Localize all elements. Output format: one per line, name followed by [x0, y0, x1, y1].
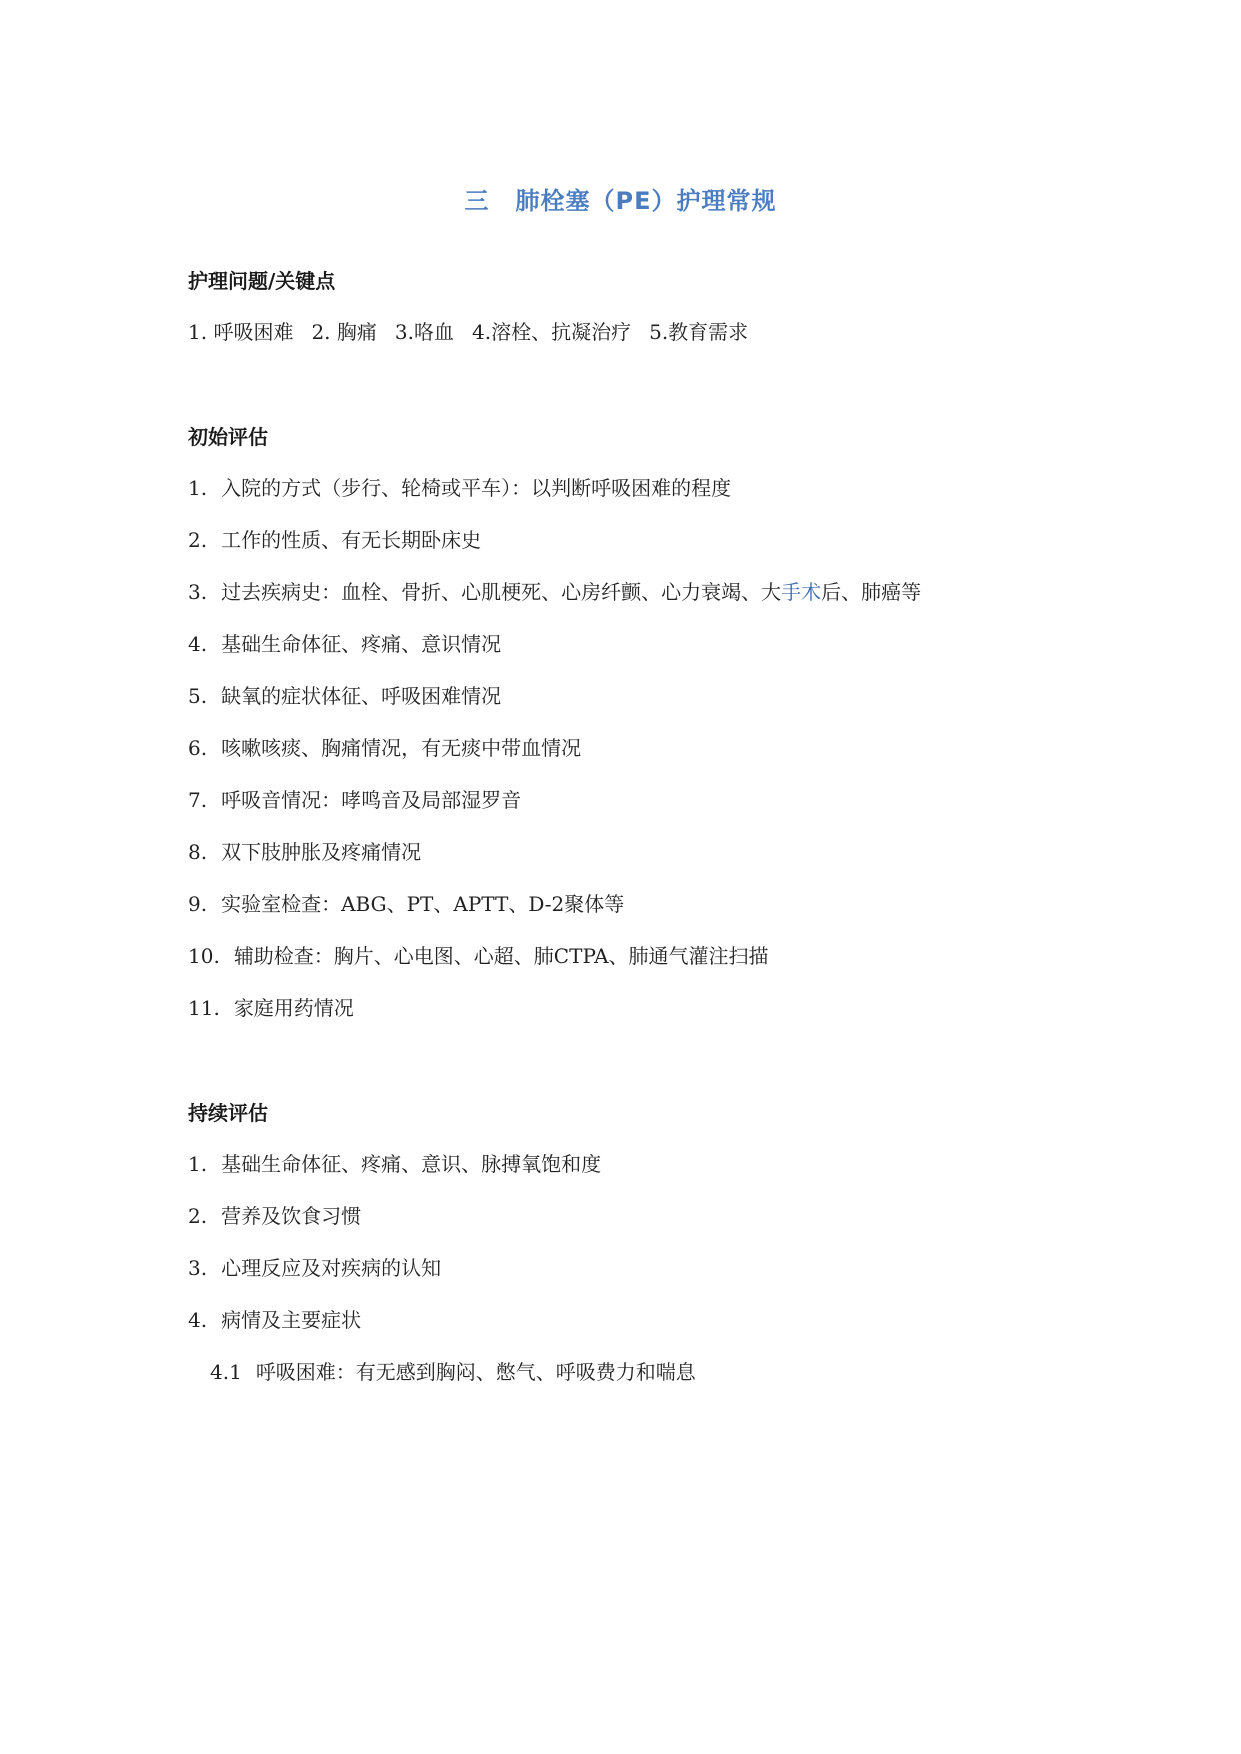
item-text: 呼吸音情况：哮鸣音及局部湿罗音: [221, 788, 522, 812]
key-point-item: 5.教育需求: [649, 320, 749, 344]
item-text: 入院的方式（步行、轮椅或平车）：以判断呼吸困难的程度: [221, 476, 732, 500]
item-number: 10.: [188, 944, 220, 968]
highlighted-text: 手术: [781, 580, 822, 604]
list-item: [188, 1149, 601, 1179]
item-text: 呼吸困难：有无感到胸闷、憋气、呼吸费力和喘息: [255, 1360, 696, 1384]
item-text: 实验室检查：ABG、PT、APTT、D-2聚体等: [221, 892, 625, 916]
item-text: 基础生命体征、疼痛、意识、脉搏氧饱和度: [221, 1152, 602, 1176]
list-item: [188, 1253, 441, 1283]
key-point-item: 1. 呼吸困难: [188, 320, 294, 344]
list-item: [188, 577, 921, 607]
page-title: [0, 183, 1241, 219]
item-number: 6.: [188, 736, 208, 760]
key-points-list: [188, 317, 748, 347]
item-number: 4.1: [210, 1360, 242, 1384]
list-item: [188, 889, 624, 919]
item-number: 1.: [188, 1152, 208, 1176]
item-number: 3.: [188, 1256, 208, 1280]
section-heading-key-points: 护理问题/关键点: [188, 269, 336, 293]
item-number: 2.: [188, 528, 208, 552]
title-text: 肺栓塞（PE）护理常规: [515, 187, 777, 215]
item-text: 后、肺癌等: [821, 580, 922, 604]
item-text: 咳嗽咳痰、胸痛情况，有无痰中带血情况: [221, 736, 582, 760]
list-item: [188, 733, 581, 763]
list-item: [188, 993, 354, 1023]
item-number: 5.: [188, 684, 208, 708]
list-item: [188, 629, 501, 659]
item-text: 基础生命体征、疼痛、意识情况: [221, 632, 502, 656]
item-text: 双下肢肿胀及疼痛情况: [221, 840, 422, 864]
key-point-item: 2. 胸痛: [311, 320, 377, 344]
list-item: [188, 681, 501, 711]
list-item: [188, 525, 481, 555]
item-number: 7.: [188, 788, 208, 812]
item-text: 过去疾病史：血栓、骨折、心肌梗死、心房纤颤、心力衰竭、大: [221, 580, 782, 604]
item-number: 8.: [188, 840, 208, 864]
section-heading-initial-assessment: 初始评估: [188, 425, 268, 449]
list-item: [188, 473, 731, 503]
item-number: 2.: [188, 1204, 208, 1228]
list-item: [188, 785, 521, 815]
item-number: 11.: [188, 996, 220, 1020]
key-point-item: 4.溶栓、抗凝治疗: [472, 320, 632, 344]
list-item: [188, 1305, 361, 1335]
section-heading-ongoing-assessment: 持续评估: [188, 1101, 268, 1125]
item-number: 4.: [188, 1308, 208, 1332]
item-text: 辅助检查：胸片、心电图、心超、肺CTPA、肺通气灌注扫描: [233, 944, 769, 968]
title-number: 三: [464, 187, 490, 215]
item-text: 营养及饮食习惯: [221, 1204, 362, 1228]
item-number: 1.: [188, 476, 208, 500]
sub-list-item: [210, 1357, 696, 1387]
key-point-item: 3.咯血: [394, 320, 454, 344]
item-text: 病情及主要症状: [221, 1308, 362, 1332]
item-text: 工作的性质、有无长期卧床史: [221, 528, 482, 552]
item-text: 缺氧的症状体征、呼吸困难情况: [221, 684, 502, 708]
item-number: 3.: [188, 580, 208, 604]
list-item: [188, 941, 769, 971]
item-text: 心理反应及对疾病的认知: [221, 1256, 442, 1280]
list-item: [188, 1201, 361, 1231]
item-number: 4.: [188, 632, 208, 656]
item-number: 9.: [188, 892, 208, 916]
list-item: [188, 837, 421, 867]
item-text: 家庭用药情况: [233, 996, 354, 1020]
